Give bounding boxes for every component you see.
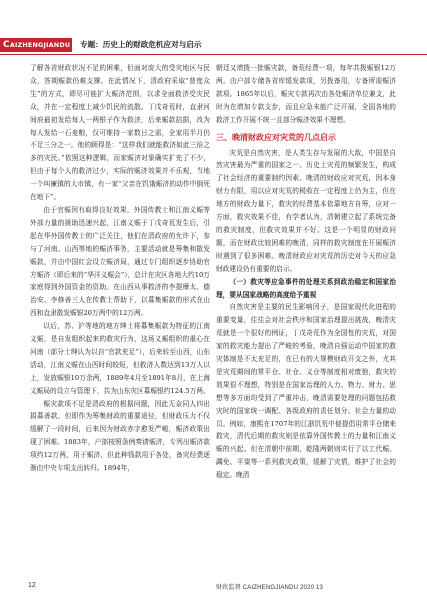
paragraph: 朝廷又增拨一批赈灾款，备荒经费一项，每年共拨赈银12万两。由户部专储各省库缓发款项，另拨备用，专备所需赈济款项。1865年以后，赈灾专款再次由各处赈济单位兼支，此时为在增加专款支步，而且应急未能广泛开展，全国各地的救济工作开展不统一且部分赈济效果不理想。 [216,64,396,124]
page-header [0,0,427,56]
footer-text: 财政监督 CAIZHENGJIANDU 2020 13 [216,585,324,591]
logo-initial: C [3,40,10,50]
paragraph: 自然灾害是主要的民生影响因子，是国家现代化进程的重要变量，往往会对社会秩序和国家治理提出挑战，晚清灾荒就是一个很好的例证，丁戊奇荒作为全国性的灾荒，对国家的救灾能力提出了严峻的考验，晚清自强运动中国家的救灾体制是不太充足的，在已有的大规模财政开支之外，尤其是灾荒期间的常平仓、社仓、义仓等制度相对废弛，救灾的效果很不理想，特别是在国家治理的人力、物力、财力、思想等多方面均受到了严重冲击，晚清需要处理的问题包括救灾时的国家统一调配、各级政府的责任划分、社会力量的动员。例如，康熙在1707年的江浙饥荒中便提倡用常平仓储来救灾，清代后期的救灾则是依靠外国传教士的力量和江南义赈的兴起。但在清朝中前期，乾隆两朝则实行了以工代赈、蠲免、平粜等一系列救灾政策，缓解了灾情，维护了社会的稳定。晚清 [216,303,396,480]
left-column [30,62,210,475]
logo-text: AIZHENGJIANDU [9,41,71,49]
right-column [216,62,396,482]
paragraph: 赈灾款项不足是清政府的根据问题，因此无奈同人四出捐募善款，但即作为筹集财政的重要途径，但财政压力不仅缓解了一段时间，后来因为财政赤字愈发严峻，赈济政策出现了困难。1883年，户部按照条例奏请赈济，专列出赈济款项约12万两，用于赈济，但此种钱款用于各处，备灾经费逐渐由中央专项支出转归。1894年， [30,399,210,473]
page-number: 12 [28,582,36,589]
header-divider [0,54,427,55]
paragraph: 以后，苏、沪等地的地方绅士将募集赈款为特征的江南义赈，是自发组织起来的救灾行为，这场义赈组织的重心在河南（部分士绅认为以自“官款充足”），后来转至山西，山东活动，江南义赈在山西时间较短，但救济人数达到13万人以上，发放赈银10万余两，1889年4月至1891年8月，在上海义赈局的设立与管理下，共为山东灾区募赈银约124.5万两。 [30,322,210,395]
page-footer [0,578,427,598]
paragraph: 灾荒是自然灾害，是人类生存与发展的大敌，中国是自然灾害最为严重的国家之一。历史上灾荒的频繁发生，构成了社会经济的重要制约因素。晚清的财政应对灾荒，因本身财力有限，用以应对灾荒的税收在一定程度上仍为主，但在地方的财政力量下，救灾的经费基本依靠地方自筹，应对一方面，救灾效果不佳，有学者认为，清朝建立起了系统完备的救灾制度，但救灾效果并不好。这是一个明显的财政问题，而在财政比较困难的晚清，同样的救灾制度在开展赈济时遇到了很多困难。晚清财政应对灾荒的历史对今天的应急财政建设仍有重要的启示。 [216,148,396,273]
section-title: 专题：历史上的财政危机应对与启示 [80,40,202,49]
sub-heading: （一）救灾等应急事件的处理关系到政治稳定和国家治理，要从国家战略的高度给予重视 [216,277,396,299]
section-heading: 三、晚清财政应对灾荒的几点启示 [216,132,336,142]
paragraph: 由于官赈因有取得良好效果，外国传教士和江南义赈等外部力量的援助迅速兴起，江南义赈于丁戊奇荒发生后，引起在华外国传教士的广泛关注，他们在清政府的允许下，参与了河南、山西等地的赈济事务，主要活动就是筹集和散发赈款，并由中国红会设立赈济局，通过专门组织逐步协助官方赈济（即后来的“华洋义赈会”），总计在灾区各地大约10万家庭得到外国资金的资助。在山西从事救济的李提摩太、德治安、李修善三人在传教士帮助下，以募集赈款的形式在山西和直隶散发赈银20万两中的12万两。 [30,205,210,318]
magazine-logo [0,38,72,52]
paragraph: 了解各省财政状况不足的困难，但面对庞大的受灾地区与民众，答期赈款仍难支撑。在此情况下，清政府采取“普度众生”的方式，即尽可能扩大赈济范围，以求全面救济受灾民众，并在一定程度上减少饥民的流散。丁戊奇荒时，直隶河间府最初发给每人一两银子作为救济，后来赈款拮据，改为每人发给一石麦粮，仅可维持一家数日之需，全家用半月仍不足三分之一。他的顾得是：“这样我们就能救济如此三倍之多的灾民。”依照这种逻辑，而家赈济对象确实扩充了不少，但由于每个人的救济过少，实际的赈济效果并不乐观，当地一个叫廉镇的大市镇，有一家“父亲在饥饿赈济的动作中倒死在地下”。 [30,64,210,202]
